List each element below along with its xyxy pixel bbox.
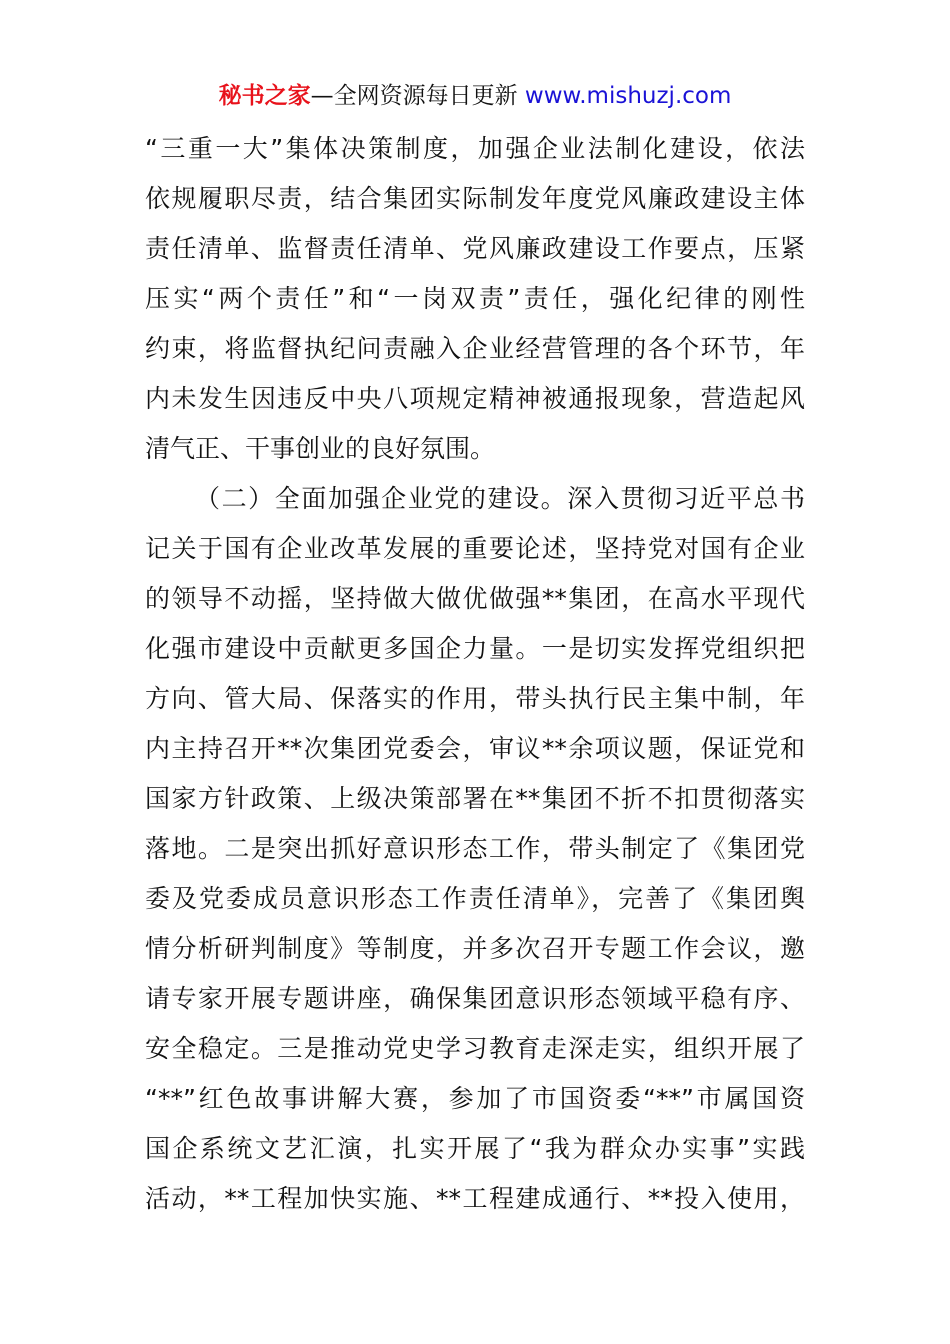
brand-tagline: —全网资源每日更新: [310, 83, 525, 109]
site-url: www.mishuzj.com: [524, 83, 732, 109]
text-line: 约束，将监督执纪问责融入企业经营管理的各个环节，年: [145, 334, 805, 363]
section-heading-line: （二）全面加强企业党的建设。深入贯彻习近平总书: [195, 484, 805, 513]
text-line: 安全稳定。三是推动党史学习教育走深走实，组织开展了: [145, 1034, 805, 1063]
text-line: 内主持召开**次集团党委会，审议**余项议题，保证党和: [145, 734, 805, 763]
text-line: 国家方针政策、上级决策部署在**集团不折不扣贯彻落实: [145, 784, 805, 813]
text-line: 活动，**工程加快实施、**工程建成通行、**投入使用，: [145, 1184, 805, 1213]
text-line: 的领导不动摇，坚持做大做优做强**集团，在高水平现代: [145, 584, 805, 613]
text-line: 落地。二是突出抓好意识形态工作，带头制定了《集团党: [145, 834, 805, 863]
text-line: 情分析研判制度》等制度，并多次召开专题工作会议，邀: [145, 934, 805, 963]
text-line: 国企系统文艺汇演，扎实开展了“我为群众办实事”实践: [145, 1134, 805, 1163]
document-body: [145, 124, 805, 1224]
text-line: 化强市建设中贡献更多国企力量。一是切实发挥党组织把: [145, 634, 805, 663]
brand-name: 秘书之家: [218, 83, 311, 109]
text-line: 方向、管大局、保落实的作用，带头执行民主集中制，年: [145, 684, 805, 713]
text-line: “**”红色故事讲解大赛，参加了市国资委“**”市属国资: [145, 1084, 805, 1113]
text-line: 依规履职尽责，结合集团实际制发年度党风廉政建设主体: [145, 184, 805, 213]
site-watermark-header: [0, 80, 950, 112]
text-line: 请专家开展专题讲座，确保集团意识形态领域平稳有序、: [145, 984, 805, 1013]
text-line: “三重一大”集体决策制度，加强企业法制化建设，依法: [145, 134, 805, 163]
text-line: 责任清单、监督责任清单、党风廉政建设工作要点，压紧: [145, 234, 805, 263]
text-line: 压实“两个责任”和“一岗双责”责任，强化纪律的刚性: [145, 284, 805, 313]
text-line: 委及党委成员意识形态工作责任清单》，完善了《集团舆: [145, 884, 805, 913]
text-line: 记关于国有企业改革发展的重要论述，坚持党对国有企业: [145, 534, 805, 563]
text-line: 内未发生因违反中央八项规定精神被通报现象，营造起风: [145, 384, 805, 413]
text-line: 清气正、干事创业的良好氛围。: [145, 434, 496, 463]
